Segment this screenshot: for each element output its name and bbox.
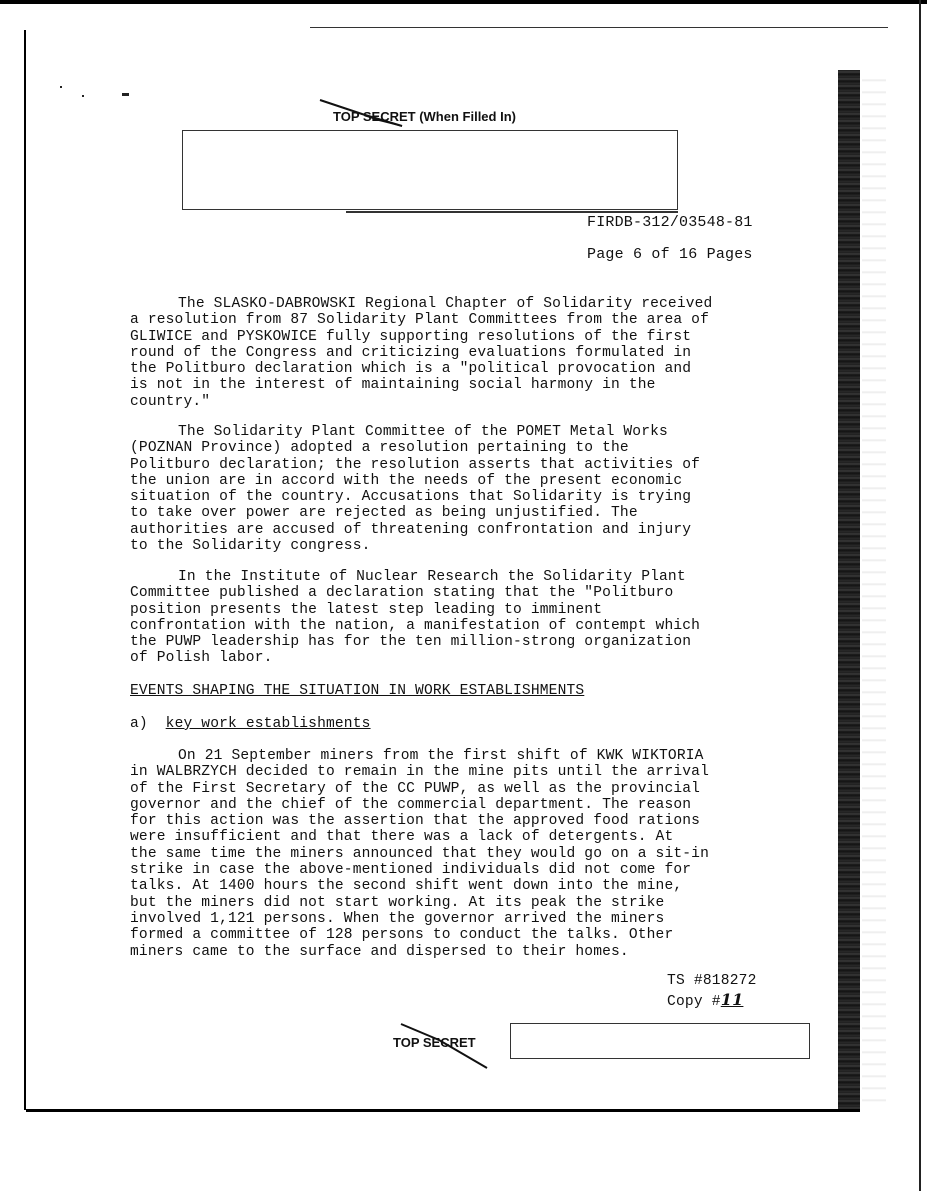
copy-number: 11 — [720, 990, 744, 1009]
paragraph-slasko-dabrowski: The SLASKO-DABROWSKI Regional Chapter of Solidarity received a resolution from 87 Solidarity Plant Committees from the area of GLIWICE and PYSKOWICE fully supporting resolutions of the first round of the Congress and criticizing evaluations formulated in the Politburo declaration which is a "political provocation and is not in the interest of maintaining social harmony in the country." — [130, 296, 713, 410]
scan-left-border — [24, 30, 26, 1110]
scan-speck — [82, 95, 84, 97]
classification-top-label: TOP SECRET (When Filled In) — [333, 109, 516, 124]
scan-right-dark-band — [838, 70, 860, 1110]
section-heading: EVENTS SHAPING THE SITUATION IN WORK ESTABLISHMENTS — [130, 683, 585, 699]
ts-number: TS #818272 — [667, 973, 757, 989]
classification-blank-box-bottom — [510, 1023, 810, 1059]
scan-speck — [122, 93, 129, 96]
scan-top-thin-line — [310, 27, 888, 28]
paragraph-wiktoria-strike: On 21 September miners from the first shift of KWK WIKTORIA in WALBRZYCH decided to remain in the mine pits until the arrival of the First Secretary of the CC PUWP, as well as the provincial governor and the chief of the commercial department. The reason for this action was the assertion that the approved food rations were insufficient and that there was a lack of detergents. At the same time the miners announced that they would go on a sit-in strike in case the above-mentioned individuals did not come for talks. At 1400 hours the second shift went down into the mine, but the miners did not start working. At its peak the strike involved 1,121 persons. When the governor arrived the miners formed a committee of 128 persons to conduct the talks. Other miners came to the surface and dispersed to their homes. — [130, 748, 709, 960]
scan-top-border — [0, 0, 927, 4]
document-number: FIRDB-312/03548-81 — [587, 214, 753, 231]
classification-bottom-label: TOP SECRET — [393, 1035, 476, 1050]
paragraph-pomet: The Solidarity Plant Committee of the POMET Metal Works (POZNAN Province) adopted a resolution pertaining to the Politburo declaration; the resolution asserts that activities of the union are in accord with the needs of the present economic situation of the country. Accusations that Solidarity is trying to take over power are rejected as being unjustified. The authorities are accused of threatening confrontation and injury to the Solidarity congress. — [130, 424, 701, 555]
classification-strike-mark-bottom — [399, 1020, 491, 1072]
paragraph-nuclear-research: In the Institute of Nuclear Research the Solidarity Plant Committee published a declaration stating that the "Politburo position presents the latest step leading to imminent confrontation with the nation, a manifestation of contempt which the PUWP leadership has for the ten million-strong organization of Polish labor. — [130, 569, 701, 667]
subsection-marker: a) — [130, 716, 148, 732]
scan-bottom-border — [26, 1109, 860, 1112]
subsection-heading — [130, 716, 371, 732]
scan-right-noise — [862, 70, 886, 1110]
scan-speck — [60, 86, 62, 88]
box-underline — [346, 211, 678, 213]
scan-right-border — [919, 0, 921, 1191]
classification-blank-box-top — [182, 130, 678, 210]
page-info: Page 6 of 16 Pages — [587, 246, 753, 263]
subsection-title: key work establishments — [165, 716, 371, 732]
copy-label: Copy # — [667, 994, 721, 1010]
copy-line — [667, 990, 743, 1010]
